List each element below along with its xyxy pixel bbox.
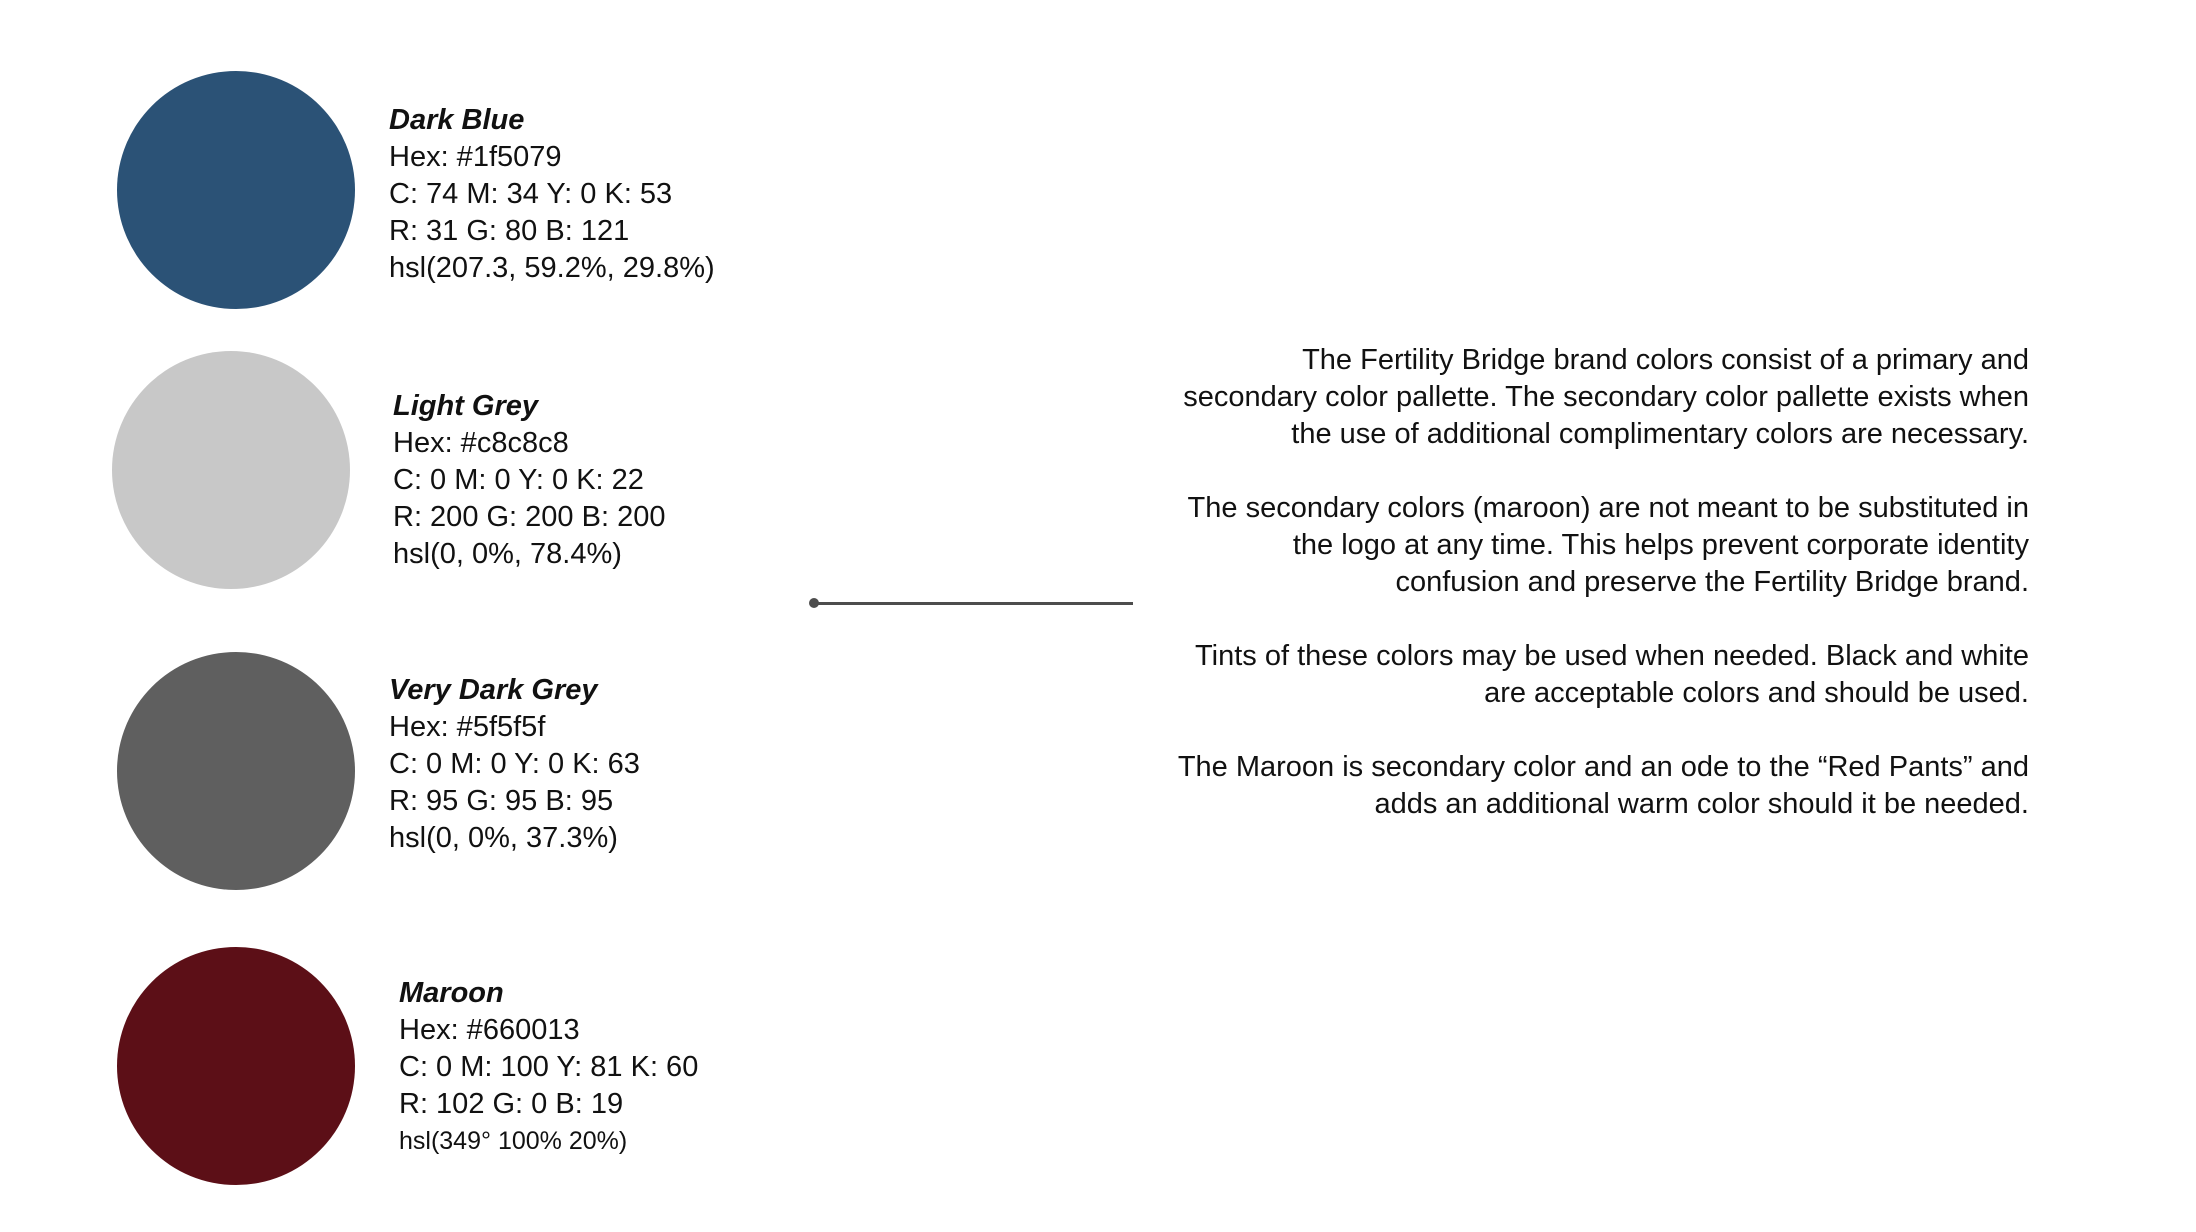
color-hex: Hex: #1f5079 xyxy=(389,141,562,173)
description-paragraph: The Maroon is secondary color and an ode to the “Red Pants” and adds an additional warm color should it be needed. xyxy=(1177,751,2029,820)
color-hsl: hsl(349° 100% 20%) xyxy=(399,1127,628,1155)
connector-bar xyxy=(814,602,1133,605)
very-dark-grey-info xyxy=(389,672,640,857)
description-paragraph: Tints of these colors may be used when needed. Black and white are acceptable colors and should be used. xyxy=(1195,640,2029,709)
color-hsl: hsl(0, 0%, 37.3%) xyxy=(389,822,618,854)
color-hex: Hex: #660013 xyxy=(399,1014,580,1046)
color-hsl: hsl(207.3, 59.2%, 29.8%) xyxy=(389,252,715,284)
color-cmyk: C: 0 M: 0 Y: 0 K: 63 xyxy=(389,748,640,780)
color-cmyk: C: 0 M: 0 Y: 0 K: 22 xyxy=(393,464,644,496)
color-cmyk: C: 74 M: 34 Y: 0 K: 53 xyxy=(389,178,673,210)
color-name: Very Dark Grey xyxy=(389,674,598,706)
color-rgb: R: 95 G: 95 B: 95 xyxy=(389,785,614,817)
color-cmyk: C: 0 M: 100 Y: 81 K: 60 xyxy=(399,1051,699,1083)
very-dark-grey-swatch xyxy=(117,652,355,890)
maroon-info xyxy=(399,975,698,1160)
brand-color-description xyxy=(1169,342,2029,860)
color-hsl: hsl(0, 0%, 78.4%) xyxy=(393,538,622,570)
color-name: Maroon xyxy=(399,977,504,1009)
maroon-swatch xyxy=(117,947,355,1185)
color-hex: Hex: #5f5f5f xyxy=(389,711,546,743)
description-paragraph: The Fertility Bridge brand colors consist of a primary and secondary color pallette. The secondary color pallette exists when the use of additional complimentary colors are necessary. xyxy=(1183,344,2029,450)
color-rgb: R: 102 G: 0 B: 19 xyxy=(399,1088,624,1120)
dark-blue-info xyxy=(389,102,715,287)
color-rgb: R: 31 G: 80 B: 121 xyxy=(389,215,630,247)
color-name: Dark Blue xyxy=(389,104,525,136)
light-grey-info xyxy=(393,388,665,573)
color-name: Light Grey xyxy=(393,390,539,422)
light-grey-swatch xyxy=(112,351,350,589)
dark-blue-swatch xyxy=(117,71,355,309)
connector-line xyxy=(809,597,1133,609)
color-hex: Hex: #c8c8c8 xyxy=(393,427,569,459)
description-paragraph: The secondary colors (maroon) are not meant to be substituted in the logo at any time. This helps prevent corporate identity confusion and preserve the Fertility Bridge brand. xyxy=(1187,492,2029,598)
color-rgb: R: 200 G: 200 B: 200 xyxy=(393,501,666,533)
